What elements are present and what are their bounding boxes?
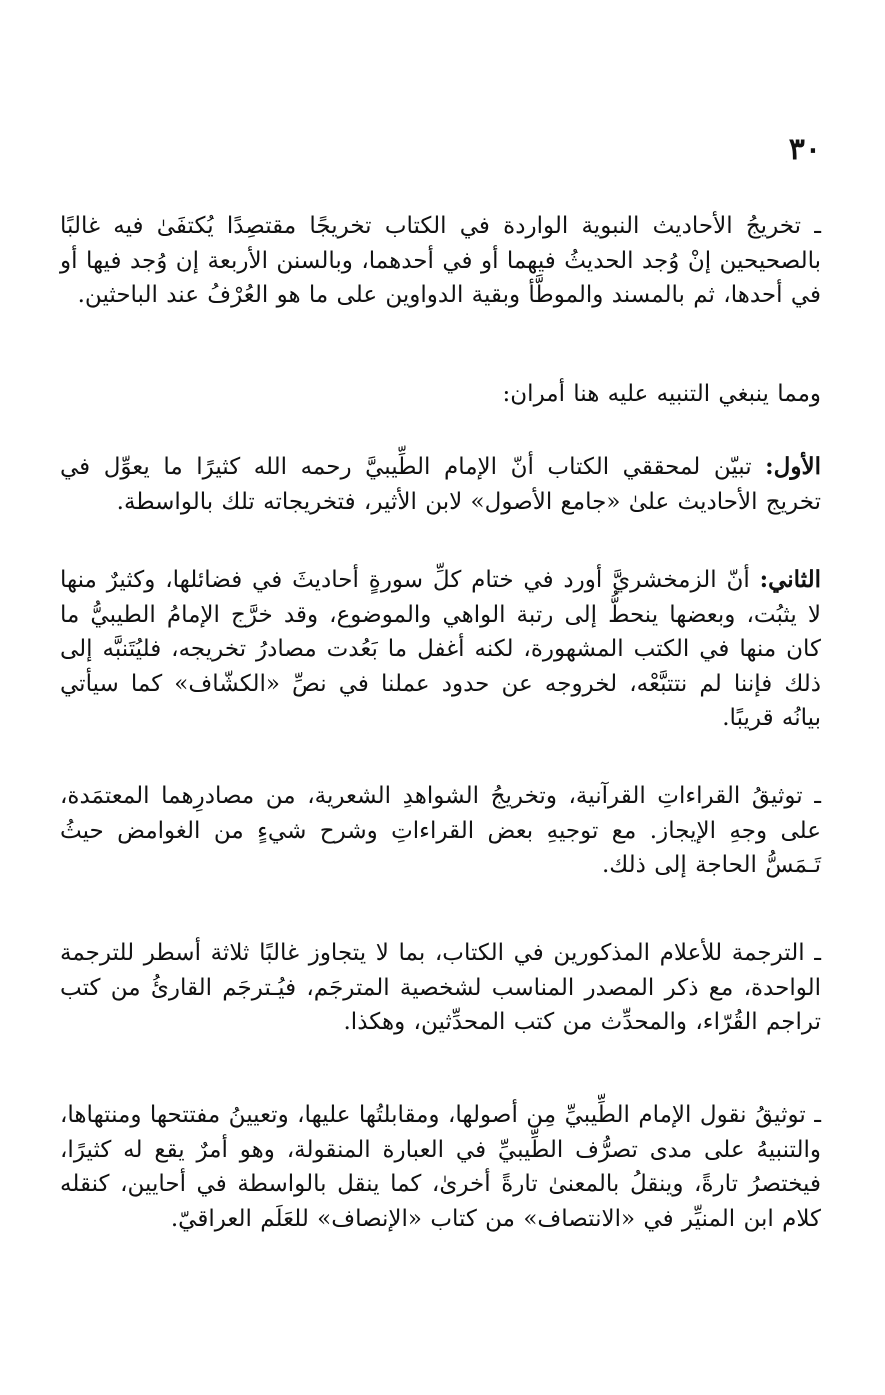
first-note-text: تبيّن لمحققي الكتاب أنّ الإمام الطِّيبيَّ رحمه الله كثيرًا ما يعوِّل في تخريج الأحاديث علىٰ «جامع الأصول» لابن الأثير، فتخريجاته تلك بالواسطة. bbox=[60, 454, 821, 515]
paragraph-biographies: ـ الترجمة للأعلام المذكورين في الكتاب، بما لا يتجاوز غالبًا ثلاثة أسطر للترجمة الواحدة، مع ذكر المصدر المناسب لشخصية المترجَم، فيُـترجَم القارئُ من كتب تراجم القُرّاء، والمحدِّث من كتب المحدِّثين، وهكذا. bbox=[60, 940, 821, 1035]
paragraph-quotations: ـ توثيقُ نقول الإمام الطِّيبيِّ مِن أصولها، ومقابلتُها عليها، وتعيينُ مفتتحها ومنتهاها، والتنبيهُ على مدى تصرُّف الطِّيبيِّ في العبارة المنقولة، وهو أمرٌ يقع له كثيرًا، فيختصرُ تارةً، وينقلُ بالمعنىٰ تارةً أخرىٰ، كما ينقل بالواسطة في أحايين، كنقله كلام ابن المنيِّر في «الانتصاف» من كتاب «الإنصاف» للعَلَم العراقيّ. bbox=[60, 1102, 821, 1232]
paragraph-readings-and-poetry: ـ توثيقُ القراءاتِ القرآنية، وتخريجُ الشواهدِ الشعرية، من مصادرِهما المعتمَدة، على وجهِ الإيجاز. مع توجيهِ بعض القراءاتِ وشرح شيءٍ من الغوامض حيثُ تَـمَسُّ الحاجة إلى ذلك. bbox=[60, 783, 821, 878]
paragraph-two-notes-intro: ومما ينبغي التنبيه عليه هنا أمران: bbox=[502, 381, 821, 407]
second-note-label: الثاني: bbox=[759, 566, 821, 593]
second-note-text: أنّ الزمخشريَّ أورد في ختام كلِّ سورةٍ أحاديثَ في فضائلها، وكثيرٌ منها لا يثبُت، وبعضها ينحطُّ إلى رتبة الواهي والموضوع، وقد خرَّج الإمامُ الطيبيُّ ما كان منها في الكتب المشهورة، لكنه أغفل ما بَعُدت مصادرُ تخريجه، فليُتَنبَّه إلى ذلك فإننا لم نتتبَّعْه، لخروجه عن حدود عملنا في نصِّ «الكشّاف» كما سيأتي بيانُه قريبًا. bbox=[60, 567, 821, 731]
paragraph-second-note bbox=[60, 563, 821, 736]
first-note-label: الأول: bbox=[765, 453, 821, 480]
paragraph-hadith-takhrij: ـ تخريجُ الأحاديث النبوية الواردة في الكتاب تخريجًا مقتصِدًا يُكتفَىٰ فيه غالبًا بالصحيحين إنْ وُجد الحديثُ فيهما أو في أحدهما، وبالسنن الأربعة إن وُجد فيها أو في أحدها، ثم بالمسند والموطَّأ وبقية الدواوين على ما هو العُرْفُ عند الباحثين. bbox=[60, 213, 821, 308]
page-number: ٣٠ bbox=[788, 132, 821, 167]
paragraph-first-note bbox=[60, 450, 821, 519]
